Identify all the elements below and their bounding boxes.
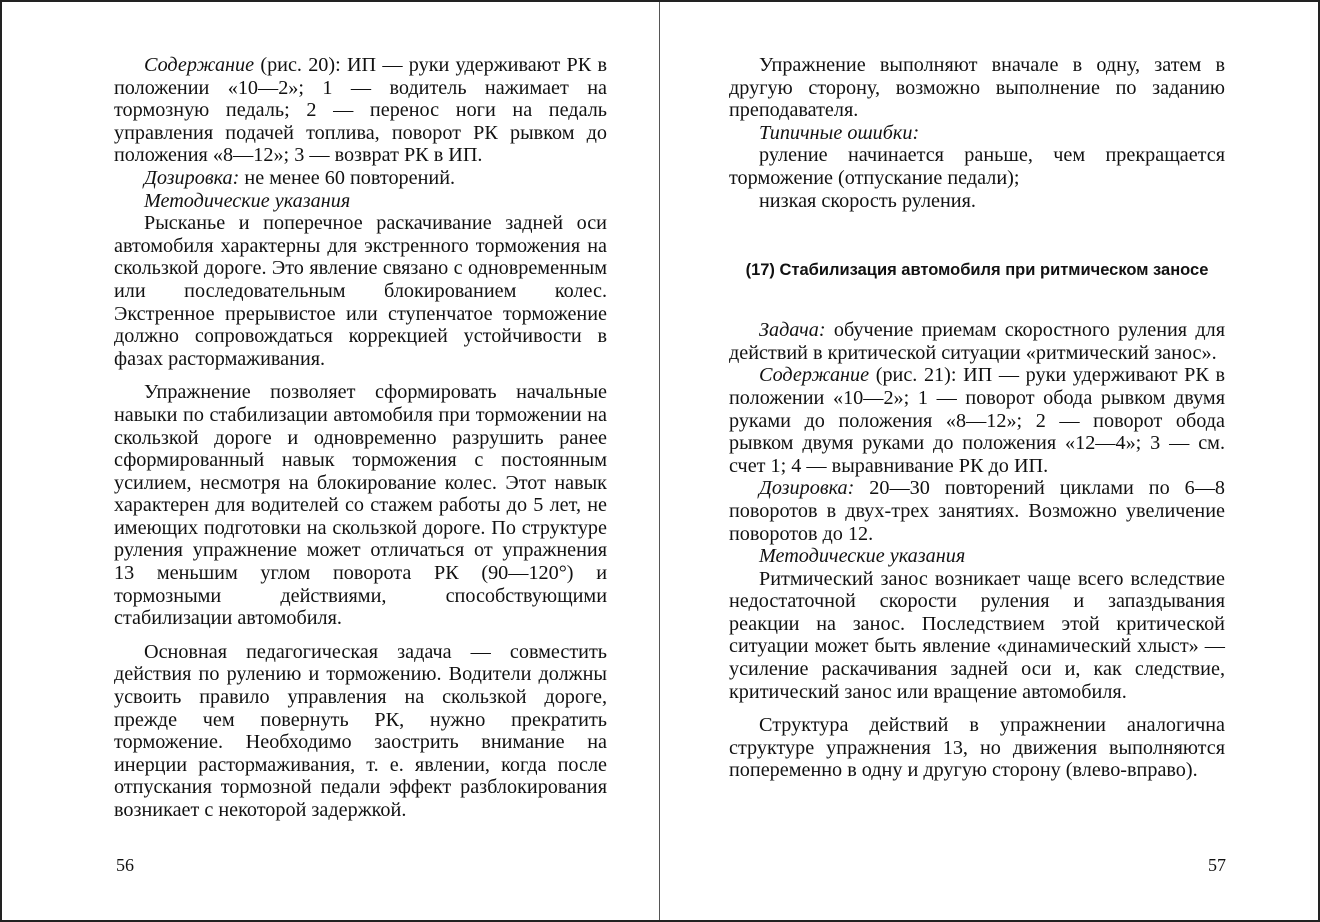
paragraph: Упражнение выполняют вначале в одну, затем в другую сторону, возможно выполнение по заданию преподавателя. <box>729 54 1225 122</box>
subheading: Типичные ошибки: <box>759 121 920 144</box>
paragraph: руление начинается раньше, чем прекращается торможение (отпускание педали); <box>729 144 1225 189</box>
section-heading: (17) Стабилизация автомобиля при ритмическом заносе <box>745 261 1209 280</box>
paragraph: Основная педагогическая задача — совместить действия по рулению и торможению. Водители должны усвоить правило управления на скользкой дороге, прежде чем повернуть РК, нужно прекратить торможение. Необходимо заострить внимание на инерции растормаживания, т. е. явлении, когда после отпускания тормозной педали эффект разблокирования возникает с некоторой задержкой. <box>114 640 607 821</box>
paragraph: низкая скорость руления. <box>759 189 976 212</box>
paragraph: Ритмический занос возникает чаще всего вследствие недостаточной скорости руления и запаздывания реакции на занос. Последствием этой критической ситуации может быть явление «динамический хлыст» — усиление раскачивания задней оси и, как следствие, критический занос или вращение автомобиля. <box>729 567 1225 703</box>
page-number-left: 56 <box>116 855 134 875</box>
paragraph: Задача: обучение приемам скоростного руления для действий в критической ситуации «ритмический занос». <box>729 319 1225 364</box>
paragraph: Содержание (рис. 20): ИП — руки удерживают РК в положении «10—2»; 1 — водитель нажимает на тормозную педаль; 2 — перенос ноги на педаль управления подачей топлива, поворот РК рывком до положения «8—12»; 3 — возврат РК в ИП. <box>114 54 607 167</box>
paragraph: Дозировка: 20—30 повторений циклами по 6—8 поворотов в двух-трех занятиях. Возможно увеличение поворотов до 12. <box>729 477 1225 545</box>
paragraph: Содержание (рис. 21): ИП — руки удерживают РК в положении «10—2»; 1 — поворот обода рывком двумя руками до положения «8—12»; 2 — поворот обода рывком двумя руками до положения «12—4»; 3 — см. счет 1; 4 — выравнивание РК до ИП. <box>729 364 1225 477</box>
subheading: Методические указания <box>144 189 351 212</box>
left-page <box>114 54 607 822</box>
paragraph: Дозировка: не менее 60 повторений. <box>144 166 456 189</box>
paragraph: Структура действий в упражнении аналогична структуре упражнения 13, но движения выполняются попеременно в одну и другую сторону (влево-вправо). <box>729 714 1225 782</box>
page-number-right: 57 <box>1208 855 1226 875</box>
paragraph: Рысканье и поперечное раскачивание задней оси автомобиля характерны для экстренного торможения на скользкой дороге. Это явление связано с одновременным или последовательным блокированием колес. Экстренное прерывистое или ступенчатое торможение должно сопровождаться коррекцией устойчивости в фазах растормаживания. <box>114 212 607 370</box>
page-gutter <box>659 2 660 920</box>
paragraph: Упражнение позволяет сформировать начальные навыки по стабилизации автомобиля при торможении на скользкой дороге и одновременно разрушить ранее сформированный навык торможения с постоянным усилием, несмотря на блокирование колес. Этот навык характерен для водителей со стажем работы до 5 лет, не имеющих подготовки на скользкой дороге. По структуре руления упражнение может отличаться от упражнения 13 меньшим углом поворота РК (90—120°) и тормозными действиями, способствующими стабилизации автомобиля. <box>114 381 607 630</box>
subheading: Методические указания <box>759 545 966 568</box>
right-page <box>729 54 1225 782</box>
